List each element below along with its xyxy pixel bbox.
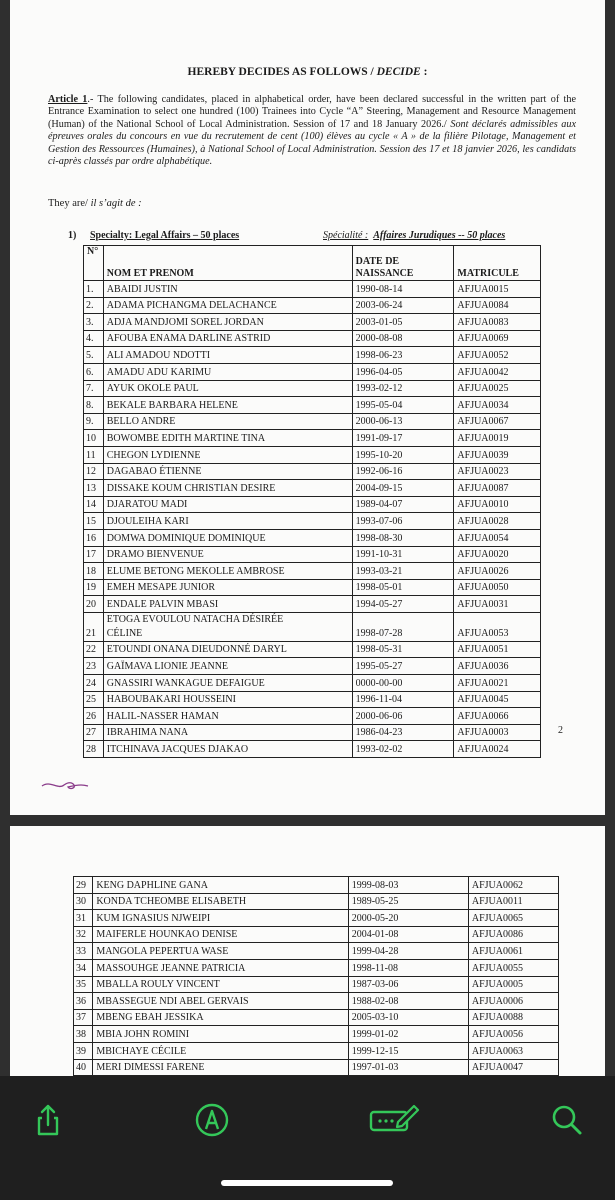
- cell-number: 18: [84, 563, 104, 580]
- cell-number: 14: [84, 496, 104, 513]
- cell-name: ELUME BETONG MEKOLLE AMBROSE: [103, 563, 352, 580]
- cell-matricule: AFJUA0010: [454, 496, 541, 513]
- specialty-number: 1): [68, 230, 77, 241]
- table-row: [74, 1042, 559, 1059]
- cell-number: 13: [84, 480, 104, 497]
- cell-name: ETOUNDI ONANA DIEUDONNÉ DARYL: [103, 641, 352, 658]
- table-row: [84, 546, 541, 563]
- heading-fr: DECIDE: [376, 66, 421, 78]
- specialty-fr: [323, 230, 505, 241]
- cell-dob: 1996-11-04: [352, 691, 454, 708]
- cell-matricule: AFJUA0087: [454, 480, 541, 497]
- table-row: [84, 380, 541, 397]
- table-row: [84, 563, 541, 580]
- cell-dob: 1994-05-27: [352, 596, 454, 613]
- cell-matricule: AFJUA0031: [454, 596, 541, 613]
- cell-matricule: AFJUA0054: [454, 529, 541, 546]
- cell-dob: 1998-07-28: [352, 612, 454, 641]
- cell-number: 1.: [84, 281, 104, 298]
- cell-matricule: AFJUA0066: [454, 708, 541, 725]
- table-row: [84, 480, 541, 497]
- article-1-text: [48, 94, 576, 168]
- search-button[interactable]: [545, 1098, 589, 1142]
- cell-name: AYUK OKOLE PAUL: [103, 380, 352, 397]
- markup-icon: [190, 1098, 234, 1142]
- cell-number: 7.: [84, 380, 104, 397]
- table-row: [74, 893, 559, 910]
- home-indicator: [221, 1180, 393, 1186]
- cell-name-line-1: ETOGA EVOULOU NATACHA DÉSIRÉE: [106, 613, 284, 625]
- cell-number: 31: [74, 910, 93, 927]
- cell-matricule: AFJUA0083: [454, 314, 541, 331]
- cell-matricule: AFJUA0039: [454, 446, 541, 463]
- cell-matricule: AFJUA0067: [454, 413, 541, 430]
- cell-name: CHEGON LYDIENNE: [103, 446, 352, 463]
- cell-name: ITCHINAVA JACQUES DJAKAO: [103, 741, 352, 758]
- table-row: [84, 513, 541, 530]
- cell-dob: 2005-03-10: [348, 1009, 468, 1026]
- candidates-table-page-1: [83, 245, 541, 758]
- cell-number: 4.: [84, 330, 104, 347]
- table-row: [84, 446, 541, 463]
- cell-matricule: AFJUA0088: [468, 1009, 558, 1026]
- specialty-fr-label: Spécialité :: [323, 230, 369, 241]
- cell-dob: 1993-02-02: [352, 741, 454, 758]
- cell-number: 15: [84, 513, 104, 530]
- cell-dob: 1997-01-03: [348, 1059, 468, 1076]
- document-page-1: [10, 0, 605, 815]
- col-header-matricule: MATRICULE: [454, 246, 541, 281]
- cell-dob: 1987-03-06: [348, 976, 468, 993]
- cell-name: HABOUBAKARI HOUSSEINI: [103, 691, 352, 708]
- table-row: [84, 691, 541, 708]
- cell-dob: 1986-04-23: [352, 724, 454, 741]
- cell-matricule: AFJUA0042: [454, 363, 541, 380]
- table-row: [74, 910, 559, 927]
- cell-matricule: AFJUA0021: [454, 675, 541, 692]
- cell-name: DISSAKE KOUM CHRISTIAN DESIRE: [103, 480, 352, 497]
- specialty-fr-value: Affaires Jurudiques -- 50 places: [373, 230, 506, 241]
- cell-number: 34: [74, 959, 93, 976]
- cell-number: 6.: [84, 363, 104, 380]
- table-row: [84, 596, 541, 613]
- cell-dob: 2003-01-05: [352, 314, 454, 331]
- cell-number: 39: [74, 1042, 93, 1059]
- cell-dob: 1989-05-25: [348, 893, 468, 910]
- cell-matricule: AFJUA0056: [468, 1026, 558, 1043]
- cell-number: 2.: [84, 297, 104, 314]
- form-fill-icon: [368, 1098, 420, 1142]
- cell-name: DJARATOU MADI: [103, 496, 352, 513]
- cell-matricule: AFJUA0036: [454, 658, 541, 675]
- col-header-name: NOM ET PRENOM: [103, 246, 352, 281]
- cell-number: 26: [84, 708, 104, 725]
- cell-name: MBICHAYE CÉCILE: [93, 1042, 348, 1059]
- cell-number: 33: [74, 943, 93, 960]
- table-row: [74, 959, 559, 976]
- table-row: [84, 641, 541, 658]
- cell-name: ENDALE PALVIN MBASI: [103, 596, 352, 613]
- table-row: [84, 463, 541, 480]
- table-row: [84, 281, 541, 298]
- cell-name: ALI AMADOU NDOTTI: [103, 347, 352, 364]
- table-row: [84, 314, 541, 331]
- cell-name: KENG DAPHLINE GANA: [93, 877, 348, 894]
- cell-dob: 1993-03-21: [352, 563, 454, 580]
- cell-number: 9.: [84, 413, 104, 430]
- cell-name: MAIFERLE HOUNKAO DENISE: [93, 926, 348, 943]
- share-icon: [26, 1098, 70, 1142]
- cell-matricule: AFJUA0084: [454, 297, 541, 314]
- cell-dob: 1999-01-02: [348, 1026, 468, 1043]
- cell-name: ADJA MANDJOMI SOREL JORDAN: [103, 314, 352, 331]
- cell-dob: 0000-00-00: [352, 675, 454, 692]
- cell-dob: 1998-11-08: [348, 959, 468, 976]
- cell-dob: 1989-04-07: [352, 496, 454, 513]
- share-button[interactable]: [26, 1098, 70, 1142]
- cell-name: MASSOUHGE JEANNE PATRICIA: [93, 959, 348, 976]
- cell-matricule: AFJUA0086: [468, 926, 558, 943]
- cell-dob: 2004-01-08: [348, 926, 468, 943]
- cell-dob: 1990-08-14: [352, 281, 454, 298]
- cell-matricule: AFJUA0005: [468, 976, 558, 993]
- cell-matricule: AFJUA0024: [454, 741, 541, 758]
- article-label: Article 1: [48, 94, 88, 105]
- cell-matricule: AFJUA0003: [454, 724, 541, 741]
- cell-matricule: AFJUA0019: [454, 430, 541, 447]
- col-header-num: N°: [84, 246, 104, 281]
- cell-name: EMEH MESAPE JUNIOR: [103, 579, 352, 596]
- table-row: [84, 658, 541, 675]
- markup-button[interactable]: [190, 1098, 234, 1142]
- cell-matricule: AFJUA0006: [468, 993, 558, 1010]
- cell-name: HALIL-NASSER HAMAN: [103, 708, 352, 725]
- cell-matricule: AFJUA0020: [454, 546, 541, 563]
- cell-matricule: AFJUA0055: [468, 959, 558, 976]
- cell-name: GAÏMAVA LIONIE JEANNE: [103, 658, 352, 675]
- cell-name: IBRAHIMA NANA: [103, 724, 352, 741]
- cell-number: 21: [84, 612, 104, 641]
- cell-number: 17: [84, 546, 104, 563]
- cell-matricule: AFJUA0051: [454, 641, 541, 658]
- table-row: [84, 529, 541, 546]
- article-text-en: .- The following candidates, placed in alphabetical order, have been declared successful in the written part of the Entrance Examination to select one hundred (100) Trainees into Cycle “A” Steering, Management and Resource Management (Human) of the National School of Local Administration. Session of 17 and 18 January 2026./: [48, 94, 576, 130]
- cell-dob: 2000-06-13: [352, 413, 454, 430]
- cell-matricule: AFJUA0061: [468, 943, 558, 960]
- cell-dob: 1993-02-12: [352, 380, 454, 397]
- cell-number: 35: [74, 976, 93, 993]
- cell-dob: 1998-06-23: [352, 347, 454, 364]
- table-row: [84, 724, 541, 741]
- cell-dob: 1998-05-31: [352, 641, 454, 658]
- cell-dob: 2003-06-24: [352, 297, 454, 314]
- table-row: [84, 496, 541, 513]
- cell-matricule: AFJUA0053: [454, 612, 541, 641]
- cell-name: MBALLA ROULY VINCENT: [93, 976, 348, 993]
- specialty-line: [68, 230, 538, 241]
- cell-dob: 1991-09-17: [352, 430, 454, 447]
- cell-number: 28: [84, 741, 104, 758]
- col-header-dob: [352, 246, 454, 281]
- cell-number: 25: [84, 691, 104, 708]
- cell-number: 3.: [84, 314, 104, 331]
- candidates-table-page-2: [73, 876, 559, 1086]
- cell-name: MERI DIMESSI FARENE: [93, 1059, 348, 1076]
- cell-number: 36: [74, 993, 93, 1010]
- cell-dob: 1995-05-27: [352, 658, 454, 675]
- cell-matricule: AFJUA0025: [454, 380, 541, 397]
- cell-name: AMADU ADU KARIMU: [103, 363, 352, 380]
- cell-matricule: AFJUA0069: [454, 330, 541, 347]
- col-header-dob-label: DATE DE NAISSANCE: [355, 256, 414, 279]
- table-row: [84, 413, 541, 430]
- cell-number: 16: [84, 529, 104, 546]
- cell-number: 10: [84, 430, 104, 447]
- cell-matricule: AFJUA0065: [468, 910, 558, 927]
- cell-number: 24: [84, 675, 104, 692]
- table-row: [74, 993, 559, 1010]
- they-are-en: They are/: [48, 198, 91, 209]
- cell-matricule: AFJUA0028: [454, 513, 541, 530]
- cell-number: 20: [84, 596, 104, 613]
- table-row: [84, 675, 541, 692]
- cell-number: 38: [74, 1026, 93, 1043]
- form-fill-button[interactable]: [368, 1098, 420, 1142]
- cell-name: DAGABAO ÉTIENNE: [103, 463, 352, 480]
- cell-number: 30: [74, 893, 93, 910]
- table-row: [84, 363, 541, 380]
- cell-dob: 2000-06-06: [352, 708, 454, 725]
- cell-matricule: AFJUA0052: [454, 347, 541, 364]
- table-row: [84, 347, 541, 364]
- cell-dob: 1999-04-28: [348, 943, 468, 960]
- table-row: [84, 397, 541, 414]
- heading-colon: :: [420, 66, 428, 78]
- handwritten-mark: [40, 776, 90, 796]
- cell-number: 23: [84, 658, 104, 675]
- cell-dob: 1988-02-08: [348, 993, 468, 1010]
- cell-number: 40: [74, 1059, 93, 1076]
- cell-dob: 1995-05-04: [352, 397, 454, 414]
- cell-dob: 1998-08-30: [352, 529, 454, 546]
- cell-number: 5.: [84, 347, 104, 364]
- cell-dob: 1999-12-15: [348, 1042, 468, 1059]
- table-row: [84, 430, 541, 447]
- cell-number: 19: [84, 579, 104, 596]
- cell-name: DJOULEIHA KARI: [103, 513, 352, 530]
- table-header-row: [84, 246, 541, 281]
- specialty-en: Specialty: Legal Affairs – 50 places: [90, 230, 240, 241]
- cell-dob: 1999-08-03: [348, 877, 468, 894]
- cell-matricule: AFJUA0047: [468, 1059, 558, 1076]
- table-row: [84, 741, 541, 758]
- cell-matricule: AFJUA0063: [468, 1042, 558, 1059]
- cell-number: 37: [74, 1009, 93, 1026]
- cell-dob: 1995-10-20: [352, 446, 454, 463]
- table-row: [74, 1026, 559, 1043]
- cell-name: KUM IGNASIUS NJWEIPI: [93, 910, 348, 927]
- cell-matricule: AFJUA0045: [454, 691, 541, 708]
- cell-dob: 1993-07-06: [352, 513, 454, 530]
- table-row: [84, 330, 541, 347]
- table-row: [74, 926, 559, 943]
- they-are-line: [48, 198, 142, 209]
- cell-name: MBASSEGUE NDI ABEL GERVAIS: [93, 993, 348, 1010]
- cell-dob: 1992-06-16: [352, 463, 454, 480]
- cell-number: 12: [84, 463, 104, 480]
- cell-number: 27: [84, 724, 104, 741]
- cell-dob: 1991-10-31: [352, 546, 454, 563]
- cell-number: 29: [74, 877, 93, 894]
- cell-matricule: AFJUA0015: [454, 281, 541, 298]
- cell-number: 11: [84, 446, 104, 463]
- cell-name: ADAMA PICHANGMA DELACHANCE: [103, 297, 352, 314]
- table-row: [74, 976, 559, 993]
- cell-name: BELLO ANDRE: [103, 413, 352, 430]
- they-are-fr: il s’agit de :: [90, 198, 142, 209]
- cell-dob: 1998-05-01: [352, 579, 454, 596]
- cell-dob: 2000-05-20: [348, 910, 468, 927]
- cell-name: MANGOLA PEPERTUA WASE: [93, 943, 348, 960]
- table-row: [74, 877, 559, 894]
- cell-matricule: AFJUA0062: [468, 877, 558, 894]
- decision-heading: [10, 66, 605, 78]
- table-row: [84, 708, 541, 725]
- cell-name: ABAIDI JUSTIN: [103, 281, 352, 298]
- search-icon: [545, 1098, 589, 1142]
- article-text-fr: Sont déclarés admissibles aux épreuves orales du concours en vue du recrutement de cent (100) élèves au cycle « A » de la filière Pilotage, Management et Gestion des Ressources (Humaines), à National School of Local Administration. Session des 17 et 18 janvier 2026, les candidats ci-après classés par ordre alphabétique.: [48, 118, 576, 168]
- cell-number: 8.: [84, 397, 104, 414]
- table-row: [84, 579, 541, 596]
- page-number: 2: [558, 725, 563, 736]
- cell-name: MBENG EBAH JESSIKA: [93, 1009, 348, 1026]
- cell-number: 22: [84, 641, 104, 658]
- cell-name: AFOUBA ENAMA DARLINE ASTRID: [103, 330, 352, 347]
- table-row: [74, 1009, 559, 1026]
- cell-name: BOWOMBE EDITH MARTINE TINA: [103, 430, 352, 447]
- cell-dob: 1996-04-05: [352, 363, 454, 380]
- cell-name: MBIA JOHN ROMINI: [93, 1026, 348, 1043]
- cell-name: BEKALE BARBARA HELENE: [103, 397, 352, 414]
- cell-matricule: AFJUA0026: [454, 563, 541, 580]
- cell-name-line-2: CÉLINE: [106, 627, 143, 639]
- cell-dob: 2000-08-08: [352, 330, 454, 347]
- document-page-2: [10, 826, 605, 1086]
- table-row: [84, 297, 541, 314]
- table-row: [74, 943, 559, 960]
- table-row: [74, 1059, 559, 1076]
- cell-name: [103, 612, 352, 641]
- heading-en: HEREBY DECIDES AS FOLLOWS /: [187, 66, 377, 78]
- cell-name: DRAMO BIENVENUE: [103, 546, 352, 563]
- cell-number: 32: [74, 926, 93, 943]
- cell-matricule: AFJUA0023: [454, 463, 541, 480]
- cell-dob: 2004-09-15: [352, 480, 454, 497]
- cell-matricule: AFJUA0034: [454, 397, 541, 414]
- cell-name: GNASSIRI WANKAGUE DEFAIGUE: [103, 675, 352, 692]
- cell-matricule: AFJUA0011: [468, 893, 558, 910]
- cell-matricule: AFJUA0050: [454, 579, 541, 596]
- cell-name: DOMWA DOMINIQUE DOMINIQUE: [103, 529, 352, 546]
- table-row: [84, 612, 541, 641]
- cell-name: KONDA TCHEOMBE ELISABETH: [93, 893, 348, 910]
